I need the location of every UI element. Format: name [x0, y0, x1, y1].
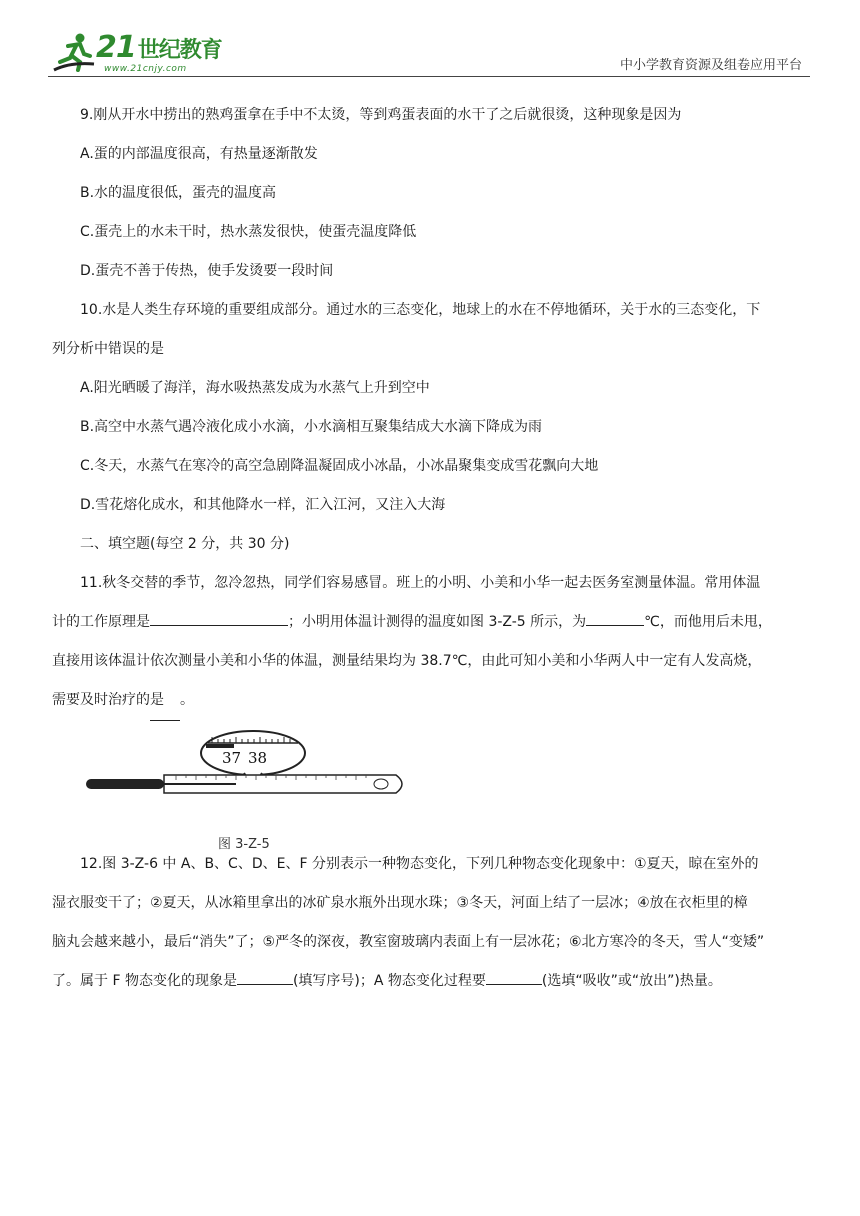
q9-option-b: B.水的温度很低，蛋壳的温度高	[80, 185, 277, 201]
mag-label-37: 37	[222, 749, 242, 767]
q11-line3: 直接用该体温计依次测量小美和小华的体温，测量结果均为 38.7℃，由此可知小美和小华两人中一定有人发高烧，	[52, 653, 762, 669]
logo-url: www.21cnjy.com	[104, 64, 187, 74]
answer-blank[interactable]	[237, 968, 293, 985]
answer-blank[interactable]	[486, 968, 542, 985]
q12-line1: 12.图 3-Z-6 中 A、B、C、D、E、F 分别表示一种物态变化，下列几种物态变化现象中：①夏天，晾在室外的	[80, 856, 759, 872]
q10-option-a: A.阳光晒暖了海洋，海水吸热蒸发成为水蒸气上升到空中	[80, 380, 430, 396]
q9-option-c: C.蛋壳上的水未干时，热水蒸发很快，使蛋壳温度降低	[80, 224, 417, 240]
answer-blank[interactable]: 是	[150, 681, 180, 721]
answer-blank[interactable]	[586, 609, 644, 626]
header-divider	[48, 76, 810, 77]
q12-line3: 脑丸会越来越小，最后“消失”了；⑤严冬的深夜，教室窗玻璃内表面上有一层冰花；⑥北方寒冷的冬天，雪人“变矮”	[52, 934, 765, 950]
thermometer-illustration	[86, 725, 406, 825]
q11-line4: 需要及时治疗的是 。	[52, 681, 812, 721]
q9-stem: 9.刚从开水中捞出的熟鸡蛋拿在手中不太烫，等到鸡蛋表面的水干了之后就很烫，这种现象是因为	[80, 107, 682, 123]
q10-option-b: B.高空中水蒸气遇冷液化成小水滴，小水滴相互聚集结成大水滴下降成为雨	[80, 419, 543, 435]
q10-stem-line2: 列分析中错误的是	[52, 341, 164, 357]
q12-line4: 了。属于 F 物态变化的现象是 (填写序号)；A 物态变化过程要 (选填“吸收”或“放出”)热量。	[52, 962, 812, 1001]
logo	[48, 28, 228, 76]
q10-stem-line1: 10.水是人类生存环境的重要组成部分。通过水的三态变化，地球上的水在不停地循环，关于水的三态变化，下	[80, 302, 761, 318]
thermometer-figure	[52, 725, 812, 852]
q10-option-d: D.雪花熔化成水，和其他降水一样，汇入江河，又注入大海	[80, 497, 446, 513]
q11-line1: 11.秋冬交替的季节，忽冷忽热，同学们容易感冒。班上的小明、小美和小华一起去医务室测量体温。常用体温	[80, 575, 761, 591]
runner-icon	[50, 32, 96, 72]
q12-line2: 湿衣服变干了；②夏天，从冰箱里拿出的冰矿泉水瓶外出现水珠；③冬天，河面上结了一层冰；④放在衣柜里的樟	[52, 895, 748, 911]
figure-caption: 图 3-Z-5	[218, 837, 270, 852]
page-header	[48, 28, 810, 78]
q10-option-c: C.冬天，水蒸气在寒冷的高空急剧降温凝固成小冰晶，小冰晶聚集变成雪花飘向大地	[80, 458, 599, 474]
q11-line2: 计的工作原理是 ；小明用体温计测得的温度如图 3-Z-5 所示，为 ℃，而他用后未甩，	[52, 603, 812, 642]
mag-label-38: 38	[248, 749, 268, 767]
section-heading: 二、填空题(每空 2 分，共 30 分)	[80, 536, 290, 552]
answer-blank[interactable]	[150, 609, 288, 626]
q9-option-d: D.蛋壳不善于传热，使手发烫要一段时间	[80, 263, 334, 279]
platform-name: 中小学教育资源及组卷应用平台	[619, 58, 802, 73]
q9-option-a: A.蛋的内部温度很高，有热量逐渐散发	[80, 146, 318, 162]
logo-text: 21世纪教育	[96, 30, 222, 65]
document-body	[52, 96, 812, 1001]
